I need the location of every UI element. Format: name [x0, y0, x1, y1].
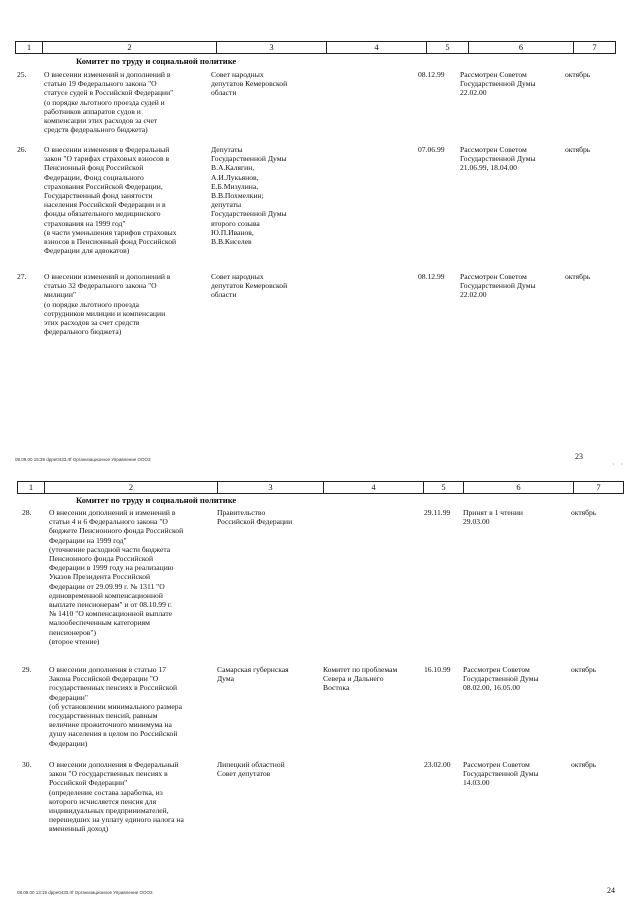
column-number: 2 — [43, 42, 217, 54]
bill-status: Рассмотрен Советом Государственной Думы 22.02.00 — [460, 272, 536, 300]
planned-month: октябрь — [565, 145, 591, 154]
bill-author: Самарская губернская Дума — [217, 665, 289, 684]
column-number-header — [15, 41, 616, 54]
bill-status: Рассмотрен Советом Государственной Думы 14.03.00 — [463, 760, 539, 788]
bill-title: О внесении изменения в Федеральный закон "О тарифах страховых взносов в Пенсионный фонд Российской Федерации, Фонд социального страхования Российской Федерации, Государственный фонд занятости населения Российской Федерации и в фонды обязательного медицинского страхования на 1999 год" (в части уменьшения тарифов страховых взносов в Пенсионный фонд Российской Федерации для адвокатов) — [44, 145, 177, 256]
submission-date: 16.10.99 — [424, 665, 451, 674]
row-number: 25. — [17, 70, 27, 79]
co-committee: Комитет по проблемам Севера и Дальнего Востока — [323, 665, 398, 693]
column-number: 3 — [217, 42, 327, 54]
row-number: 30. — [22, 760, 32, 769]
committee-heading: Комитет по труду и социальной политике — [76, 495, 237, 505]
column-number: 3 — [218, 482, 324, 494]
column-number: 1 — [18, 482, 45, 494]
bill-title: О внесении дополнения в Федеральный закон "О государственных пенсиях в Российской Федерации" (определение состава заработка, из которого исчисляется пенсия для индивидуальных предпринимателей, перешедших на уплату единого налога на вмененный доход) — [49, 760, 184, 834]
column-number: 5 — [424, 482, 464, 494]
row-number: 26. — [17, 145, 27, 154]
bill-author: Депутаты Государственной Думы В.А.Калягин, А.И.Лукьянов, Е.Б.Мизулина, В.В.Похмелкин; депутаты Государственной Думы второго созыва Ю.П.Иванов, В.В.Киселев — [211, 145, 287, 247]
page-number: 24 — [607, 886, 615, 895]
scan-speck-mark: · · — [612, 460, 626, 469]
column-number: 4 — [327, 42, 427, 54]
planned-month: октябрь — [565, 70, 591, 79]
column-number: 1 — [16, 42, 43, 54]
column-number: 6 — [464, 482, 574, 494]
bill-title: О внесении дополнений и изменений в статьи 4 и 6 Федерального закона "О бюджете Пенсионного фонда Российской Федерации на 1999 год" (уточнение расходной части бюджета Пенсионного фонда Российской Федерации в 1999 году на реализацию Указов Президента Российской Федерации от 29.09.99 г. № 1311 "О единовременной компенсационной выплате пенсионерам" и от 08.10.99 г. № 1410 "О компенсационной выплате малообеспеченным категориям пенсионеров") (второе чтение) — [49, 508, 184, 646]
submission-date: 07.06.99 — [418, 145, 445, 154]
submission-date: 08.12.99 — [418, 272, 445, 281]
bill-status: Рассмотрен Советом Государственной Думы 21.06.99, 18.04.00 — [460, 145, 536, 173]
column-number: 5 — [427, 42, 469, 54]
planned-month: октябрь — [571, 508, 597, 517]
column-number: 4 — [324, 482, 424, 494]
submission-date: 08.12.99 — [418, 70, 445, 79]
bill-author: Правительство Российской Федерации — [217, 508, 293, 527]
page-footer: 08.09.00 13:19 dppe0433.rtf Организационное Управление ООО3 — [17, 890, 153, 895]
column-number: 7 — [574, 482, 624, 494]
bill-title: О внесении изменений и дополнений в статью 32 Федерального закона "О милиции" (о порядке льготного проезда сотрудников милиции и компенсации этих расходов за счет средств федерального бюджета) — [44, 272, 171, 337]
submission-date: 23.02.00 — [424, 760, 451, 769]
bill-status: Рассмотрен Советом Государственной Думы 22.02.00 — [460, 70, 536, 98]
document-page — [0, 452, 640, 900]
row-number: 27. — [17, 272, 27, 281]
bill-title: О внесении дополнения в статью 17 Закона Российской Федерации "О государственных пенсиях в Российской Федерации" (об установлении минимального размера государственных пенсий, равным величине прожиточного минимума на душу населения в целом по Российской Федерации) — [49, 665, 182, 748]
bill-title: О внесении изменений и дополнений в статью 19 Федерального закона "О статусе судей в Российской Федерации" (о порядке льготного проезда судей и работников аппаратов судов и компенсации этих расходов за счет средств федерального бюджета) — [44, 70, 174, 135]
bill-status: Принят в 1 чтении 29.03.00 — [463, 508, 523, 527]
committee-heading: Комитет по труду и социальной политике — [76, 56, 237, 66]
row-number: 28. — [22, 508, 32, 517]
bill-author: Липецкий областной Совет депутатов — [217, 760, 285, 779]
column-number: 7 — [574, 42, 616, 54]
planned-month: октябрь — [571, 760, 597, 769]
bill-status: Рассмотрен Советом Государственной Думы 08.02.00, 16.05.00 — [463, 665, 539, 693]
planned-month: октябрь — [571, 665, 597, 674]
column-number: 6 — [469, 42, 574, 54]
page-number: 23 — [575, 452, 583, 461]
column-number: 2 — [45, 482, 218, 494]
page-footer: 08.09.00 15:39 dppe0433.rtf Организационное Управление ООО3 — [15, 457, 151, 462]
bill-author: Совет народных депутатов Кемеровской области — [211, 272, 288, 300]
column-number-header — [17, 481, 624, 494]
bill-author: Совет народных депутатов Кемеровской области — [211, 70, 288, 98]
row-number: 29. — [22, 665, 32, 674]
planned-month: октябрь — [565, 272, 591, 281]
submission-date: 29.11.99 — [424, 508, 451, 517]
